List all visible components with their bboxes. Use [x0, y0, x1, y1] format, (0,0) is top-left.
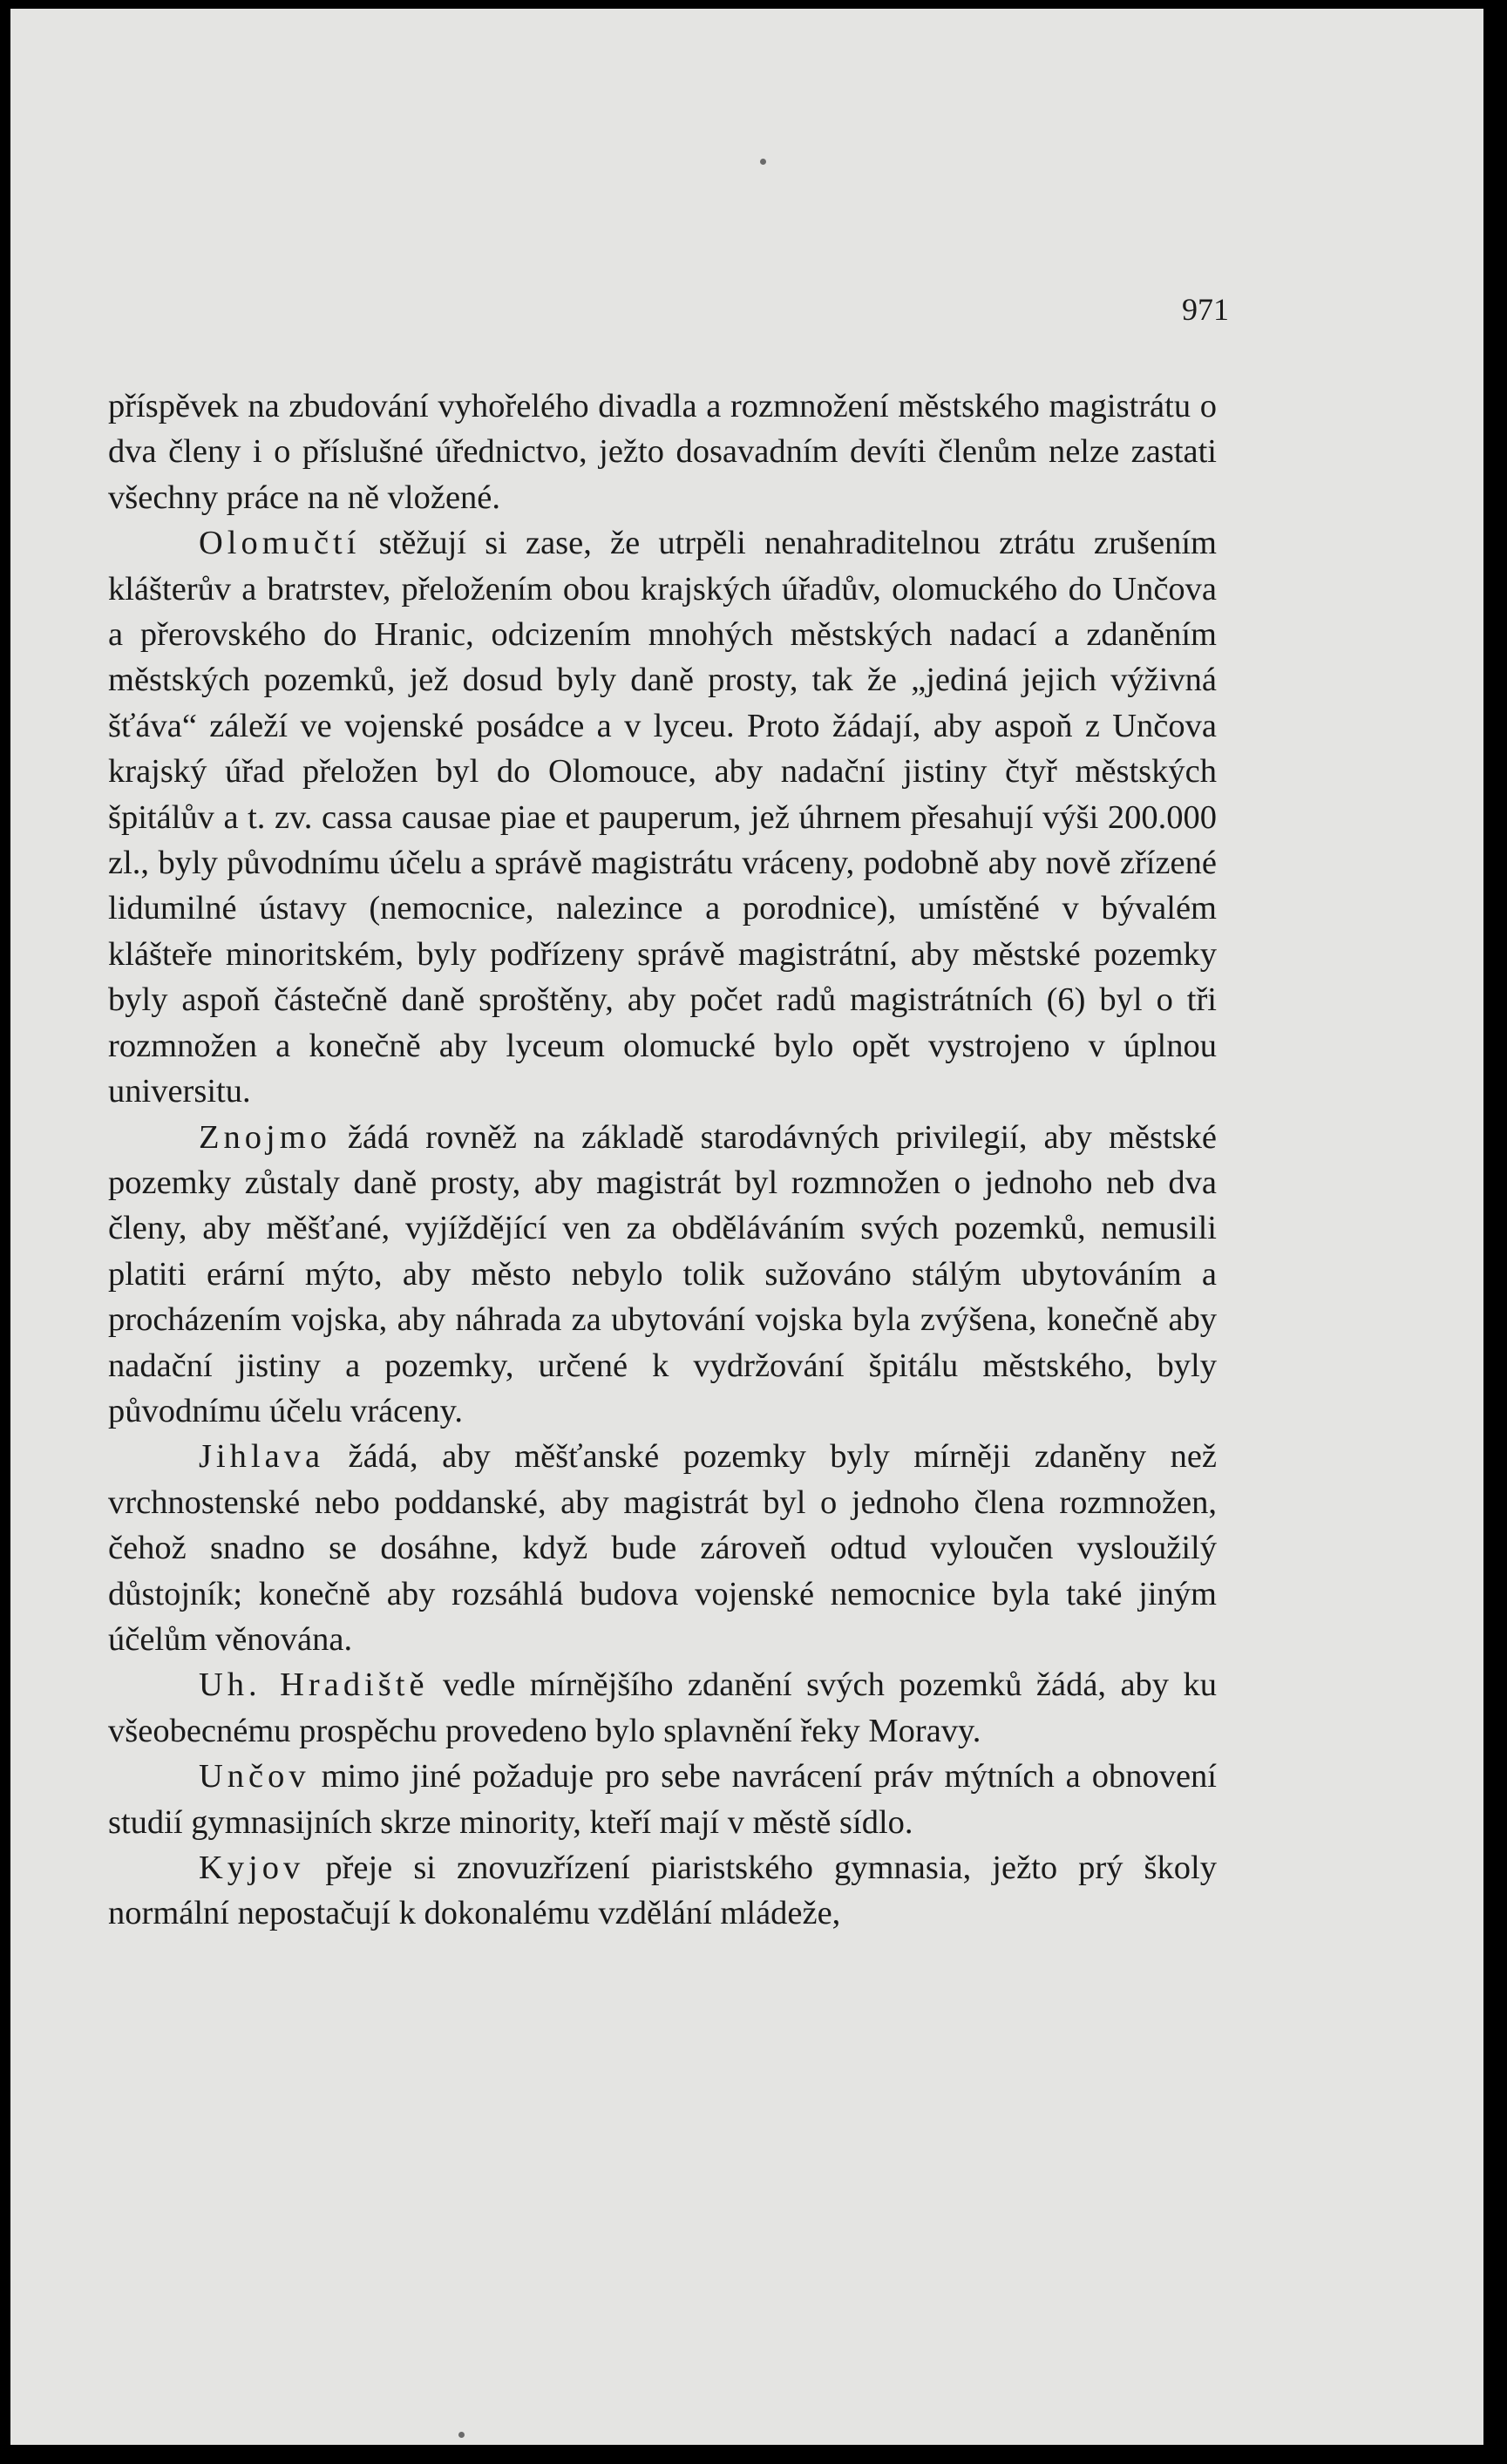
place-name: Uh. Hradiště: [199, 1666, 429, 1704]
paragraph-text: žádá rovněž na základě starodávných privilegií, aby městské pozemky zůstaly daně prosty, aby magistrát byl rozmnožen o jednoho neb dva členy, aby měšťané, vyjíždějící ven za obděláváním svých pozemků, nemusili platiti erární mýto, aby město nebylo tolik sužováno stálým ubytováním a procházením vojska, aby náhrada za ubytování vojska byla zvýšena, konečně aby nadační jistiny a pozemky, určené k vydržování špitálu městského, byly původnímu účelu vráceny.: [108, 1118, 1217, 1429]
body-text: [108, 384, 1217, 1937]
paragraph: [108, 384, 1217, 520]
place-name: Jihlava: [199, 1438, 325, 1476]
place-name: Olomučtí: [199, 525, 361, 562]
paragraph-text: stěžují si zase, že utrpěli nenahraditelnou ztrátu zrušením klášterův a bratrstev, přeložením obou krajských úřadův, olomuckého do Unčova a přerovského do Hranic, odcizením mnohých městských nadací a zdaněním městských pozemků, jež dosud byly daně prosty, tak že „jediná jejich výživná šťáva“ záleží ve vojenské posádce a v lyceu. Proto žádají, aby aspoň z Unčova krajský úřad přeložen byl do Olomouce, aby nadační jistiny čtyř městských špitálův a t. zv. cassa causae piae et pauperum, jež úhrnem přesahují výši 200.000 zl., byly původnímu účelu a správě magistrátu vráceny, podobně aby nově zřízené lidumilné ústavy (nemocnice, nalezince a porodnice), umístěné v bývalém klášteře minoritském, byly podřízeny správě magistrátní, aby městské pozemky byly aspoň částečně daně sproštěny, aby počet radů magistrátních (6) byl o tři rozmnožen a konečně aby lyceum olomucké bylo opět vystrojeno v úplnou universitu.: [108, 525, 1217, 1110]
place-name: Kyjov: [199, 1850, 305, 1886]
place-name: Unčov: [199, 1758, 310, 1795]
paragraph-text: mimo jiné požaduje pro sebe navrácení práv mýtních a obnovení studií gymnasijních skrze minority, kteří mají v městě sídlo.: [108, 1758, 1217, 1841]
paragraph-text: příspěvek na zbudování vyhořelého divadla a rozmnožení městského magistrátu o dva členy i o příslušné úřednictvo, ježto dosavadním devíti členům nelze zastati všechny práce na ně vložené.: [108, 388, 1217, 516]
paragraph: [108, 1754, 1217, 1845]
dust-speck: [458, 2432, 465, 2438]
paragraph: [108, 1434, 1217, 1662]
paragraph: [108, 1662, 1217, 1754]
place-name: Znojmo: [199, 1118, 331, 1156]
paragraph-text: žádá, aby měšťanské pozemky byly mírněji zdaněny než vrchnostenské nebo poddanské, aby magistrát byl o jednoho člena rozmnožen, čehož snadno se dosáhne, když bude zároveň odtud vyloučen vysloužilý důstojník; konečně aby rozsáhlá budova vojenské nemocnice byla také jiným účelům věnována.: [108, 1438, 1217, 1658]
paragraph: [108, 520, 1217, 1114]
paragraph-text: přeje si znovuzřízení piaristského gymnasia, ježto prý školy normální nepostačují k dokonalému vzdělání mládeže,: [108, 1850, 1217, 1932]
paragraph: [108, 1115, 1217, 1435]
page-number: 971: [1182, 292, 1229, 327]
paragraph: [108, 1845, 1217, 1937]
dust-speck: [760, 159, 766, 165]
paragraph-text: vedle mírnějšího zdanění svých pozemků žádá, aby ku všeobecnému prospěchu provedeno bylo splavnění řeky Moravy.: [108, 1666, 1217, 1749]
